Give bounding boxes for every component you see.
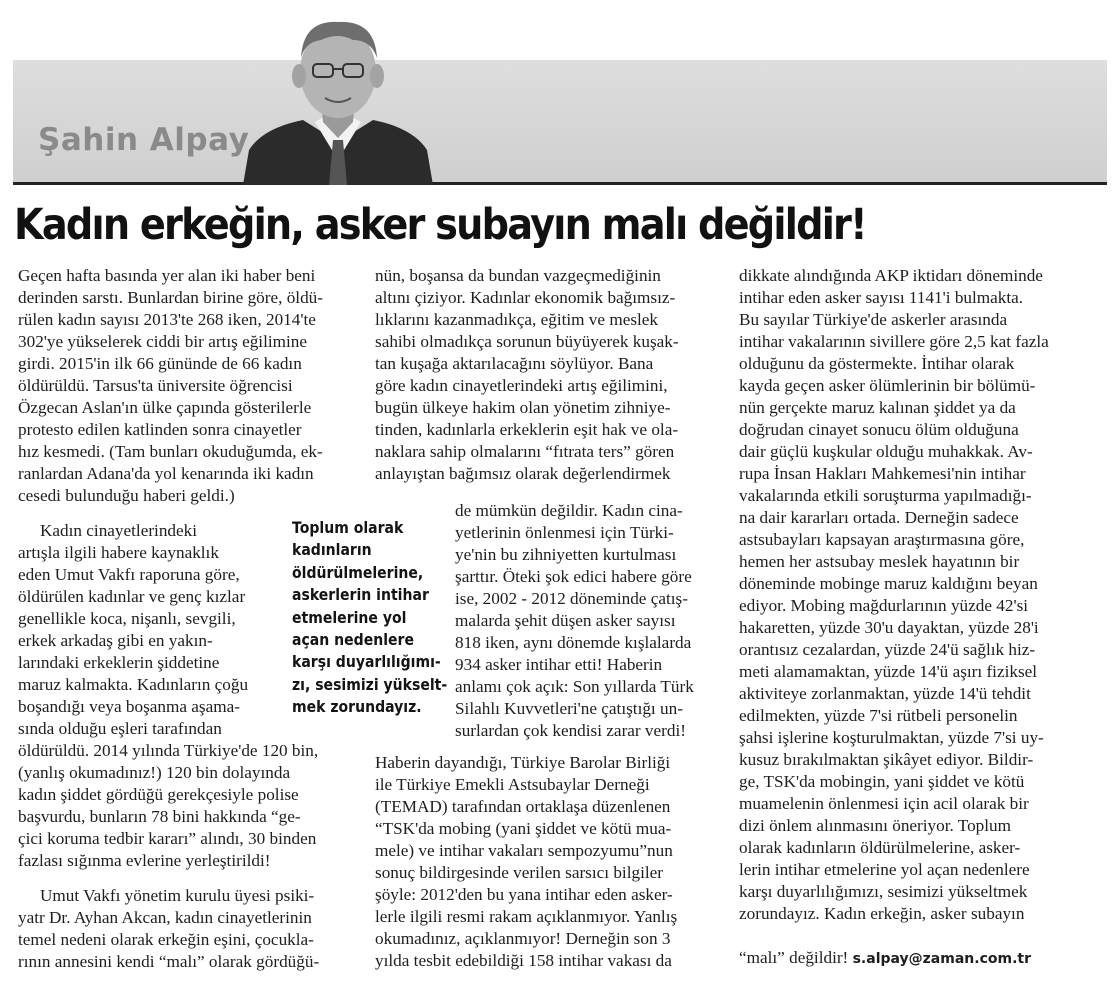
article-line: surlardan çok kendisi zarar verdi!: [455, 721, 686, 740]
article-line: şahsi işlerine koşturulmaktan, yüzde 7'si uy-: [739, 728, 1044, 747]
pull-quote-line: açan nedenlere: [292, 631, 414, 650]
article-line: boşandığı veya boşanma aşama-: [18, 697, 240, 716]
article-line: sında olduğu eşleri tarafından: [18, 719, 222, 738]
article-line: na dair kararları ortada. Derneğin sadece: [739, 508, 1019, 527]
article-line: lerin intihar etmelerine yol açan nedenlere: [739, 860, 1030, 879]
article-line: muamelenin önlenmesi için acil olarak bir: [739, 794, 1029, 813]
article-line: kayda geçen asker ölümlerinin bir bölümü-: [739, 376, 1036, 395]
article-line: artışla ilgili habere kaynaklık: [18, 543, 219, 562]
article-line: 302'ye yükselerek ciddi bir artış eğilimine: [18, 332, 307, 351]
article-line: lerle ilgili resmi rakam açıklanmıyor. Yanlış: [375, 907, 678, 926]
article-line: şöyle: 2012'den bu yana intihar eden asker-: [375, 885, 673, 904]
article-line: (TEMAD) tarafından ortaklaşa düzenlenen: [375, 797, 671, 816]
article-line: cesedi bulunduğu haberi geldi.): [18, 486, 235, 505]
article-line: kadın şiddet gördüğü gerekçesiyle polise: [18, 785, 299, 804]
article-line: maruz kalmakta. Kadınların çoğu: [18, 675, 249, 694]
article-line: sahibi olmadıkça sorunun büyüyerek kuşak-: [375, 332, 679, 351]
article-line: hız kesmedi. (Tam bunları okuduğumda, ek-: [18, 442, 323, 461]
article-line: naklara sahip olmalarını “fıtrata ters” gören: [375, 442, 675, 461]
pull-quote-line: karşı duyarlılığımı-: [292, 653, 441, 672]
article-line: rupa İnsan Hakları Mahkemesi'nin intihar: [739, 464, 1026, 483]
article-line: dair güçlü kuşkular olduğu muhakkak. Av-: [739, 442, 1033, 461]
headline: Kadın erkeğin, asker subayın malı değildir!: [14, 200, 866, 250]
pull-quote-line: zı, sesimizi yükselt-: [292, 675, 448, 694]
article-line: ile Türkiye Emekli Astsubaylar Derneği: [375, 775, 650, 794]
article-line: altını çiziyor. Kadınlar ekonomik bağımsız-: [375, 288, 676, 307]
article-line: Özgecan Aslan'ın ülke çapında gösterilerle: [18, 398, 312, 417]
article-line: 934 asker intihar etti! Haberin: [455, 655, 663, 674]
article-line: ise, 2002 - 2012 döneminde çatış-: [455, 589, 688, 608]
pull-quote-line: Toplum olarak: [292, 519, 404, 537]
article-line: doğrudan cinayet sonucu ölüm olduğuna: [739, 420, 1019, 439]
article-line: ge, TSK'da mobingin, yani şiddet ve kötü: [739, 772, 1025, 791]
article-line: şarttır. Öteki şok edici habere göre: [455, 567, 692, 586]
article-line: çici koruma tedbir kararı” alındı, 30 binden: [18, 829, 317, 848]
article-line: öldürülen kadınlar ve genç kızlar: [18, 587, 246, 606]
article-line: tan kuşağa aktarılacağını söylüyor. Bana: [375, 354, 654, 373]
article-line-final: [739, 947, 1031, 970]
article-line: yılda tesbit edebildiği 158 intihar vakası da: [375, 951, 672, 970]
article-line: genellikle koca, nişanlı, sevgili,: [18, 609, 236, 628]
pull-quote-line: kadınların: [292, 541, 372, 560]
article-line: rülen kadın sayısı 2013'te 268 iken, 2014'te: [18, 310, 316, 329]
article-line: döneminde mobinge maruz kaldığını beyan: [739, 574, 1038, 593]
article-line: Geçen hafta basında yer alan iki haber beni: [18, 266, 316, 285]
article-line: sonuç bildirgesinde verilen sarsıcı bilgiler: [375, 863, 663, 882]
article-line: fazlası sığınma evlerine yerleştirildi!: [18, 851, 271, 870]
article-line: Umut Vakfı yönetim kurulu üyesi psiki-: [40, 886, 315, 905]
article-line: göre kadın cinayetlerindeki artış eğilimini,: [375, 376, 668, 395]
article-line: öldürüldü. Tarsus'ta üniversite öğrencisi: [18, 376, 293, 395]
article-line: Kadın cinayetlerindeki: [40, 521, 198, 540]
closing-text: “malı” değildir!: [739, 948, 849, 967]
article-line: de mümkün değildir. Kadın cina-: [455, 501, 683, 520]
article-line: Bu sayılar Türkiye'de askerler arasında: [739, 310, 1008, 329]
article-line: temel nedeni olarak erkeğin eşini, çocukla-: [18, 930, 314, 949]
article-line: karşı duyarlılığımızı, sesimizi yükseltmek: [739, 882, 1028, 901]
article-line: 818 iken, aynı dönemde kışlalarda: [455, 633, 692, 652]
article-line: girdi. 2015'in ilk 66 gününde de 66 kadın: [18, 354, 302, 373]
article-line: Haberin dayandığı, Türkiye Barolar Birliği: [375, 753, 671, 772]
article-line: zorundayız. Kadın erkeğin, asker subayın: [739, 904, 1025, 923]
header-rule: [13, 182, 1107, 185]
pull-quote-line: mek zorundayız.: [292, 698, 422, 717]
pull-quote-line: etmelerine yol: [292, 608, 407, 627]
article-line: anlayıştan bağımsız olarak değerlendirmek: [375, 464, 671, 483]
article-line: yatr Dr. Ayhan Akcan, kadın cinayetlerinin: [18, 908, 312, 927]
article-line: Silahlı Kuvvetleri'ne çatıştığı un-: [455, 699, 683, 718]
article-line: aktiviteye zorlanmaktan, yüzde 14'ü tehdit: [739, 684, 1031, 703]
pull-quote: [292, 517, 448, 719]
author-name: Şahin Alpay: [38, 122, 250, 158]
author-email[interactable]: s.alpay@zaman.com.tr: [852, 951, 1031, 967]
article-line: kusuz bırakılmaktan şikâyet ediyor. Bildir-: [739, 750, 1034, 769]
article-line: eden Umut Vakfı raporuna göre,: [18, 565, 240, 584]
article-line: malarda şehit düşen asker sayısı: [455, 611, 676, 630]
article-line: yetlerinin önlenmesi için Türki-: [455, 523, 674, 542]
article-line: hemen her astsubay meslek hayatının bir: [739, 552, 1020, 571]
article-line: astsubayları kapsayan araştırmasına göre,: [739, 530, 1025, 549]
article-line: lıklarını kazanmadıkça, eğitim ve meslek: [375, 310, 659, 329]
header-band: [13, 60, 1107, 182]
article-line: meti alamamaktan, yüzde 14'ü aşırı fiziksel: [739, 662, 1038, 681]
article-line: intihar vakalarının sivillere göre 2,5 kat fazla: [739, 332, 1049, 351]
article-line: ranlardan Adana'da yol kenarında iki kadın: [18, 464, 314, 483]
article-line: nün, boşansa da bundan vazgeçmediğinin: [375, 266, 661, 285]
article-line: tinden, kadınlarla erkeklerin eşit hak ve ola-: [375, 420, 679, 439]
article-line: olduğunu da göstermekte. İntihar olarak: [739, 354, 1015, 373]
article-line: ye'nin bu zihniyetten kurtulması: [455, 545, 677, 564]
article-line: okumadınız, açıklanmıyor! Derneğin son 3: [375, 929, 671, 948]
article-line: dikkate alındığında AKP iktidarı döneminde: [739, 266, 1043, 285]
article-line: orantısız cezalardan, yüzde 24'ü sağlık hiz-: [739, 640, 1036, 659]
article-line: derinden sarstı. Bunlardan birine göre, öldü-: [18, 288, 323, 307]
article-line: edilmekten, yüzde 7'si rütbeli personelin: [739, 706, 1018, 725]
article-line: erkek arkadaş gibi en yakın-: [18, 631, 213, 650]
article-line: mele) ve intihar vakaları sempozyumu”nun: [375, 841, 673, 860]
article-line: rının annesini kendi “malı” olarak gördüğü-: [18, 952, 320, 971]
pull-quote-line: öldürülmelerine,: [292, 563, 424, 582]
article-line: “TSK'da mobing (yani şiddet ve kötü mua-: [375, 819, 672, 838]
article-line: intihar eden asker sayısı 1141'i bulmakta.: [739, 288, 1024, 307]
article-line: dizi önlem alınmasını öneriyor. Toplum: [739, 816, 1012, 835]
article-line: anlamı çok açık: Son yıllarda Türk: [455, 677, 694, 696]
article-line: öldürüldü. 2014 yılında Türkiye'de 120 bin,: [18, 741, 319, 760]
article-line: nün gerçekte maruz kalınan şiddet ya da: [739, 398, 1016, 417]
article-line: larındaki erkeklerin şiddetine: [18, 653, 220, 672]
article-line: başvurdu, bunların 78 bini hakkında “ge-: [18, 807, 301, 826]
article-line: olarak kadınların öldürülmelerine, asker-: [739, 838, 1021, 857]
article-line: vakalarında etkili soruşturma yapılmadığı-: [739, 486, 1032, 505]
article-line: bugün ülkeye hakim olan yönetim zihniye-: [375, 398, 671, 417]
author-portrait: [243, 10, 433, 185]
article-line: ediyor. Mobing mağdurlarının yüzde 42'si: [739, 596, 1029, 615]
article-line: hakaretten, yüzde 30'u dayaktan, yüzde 28'i: [739, 618, 1039, 637]
pull-quote-line: askerlerin intihar: [292, 586, 429, 605]
article-line: protesto edilen katlinden sonra cinayetler: [18, 420, 302, 439]
article-line: (yanlış okumadınız!) 120 bin dolayında: [18, 763, 291, 782]
